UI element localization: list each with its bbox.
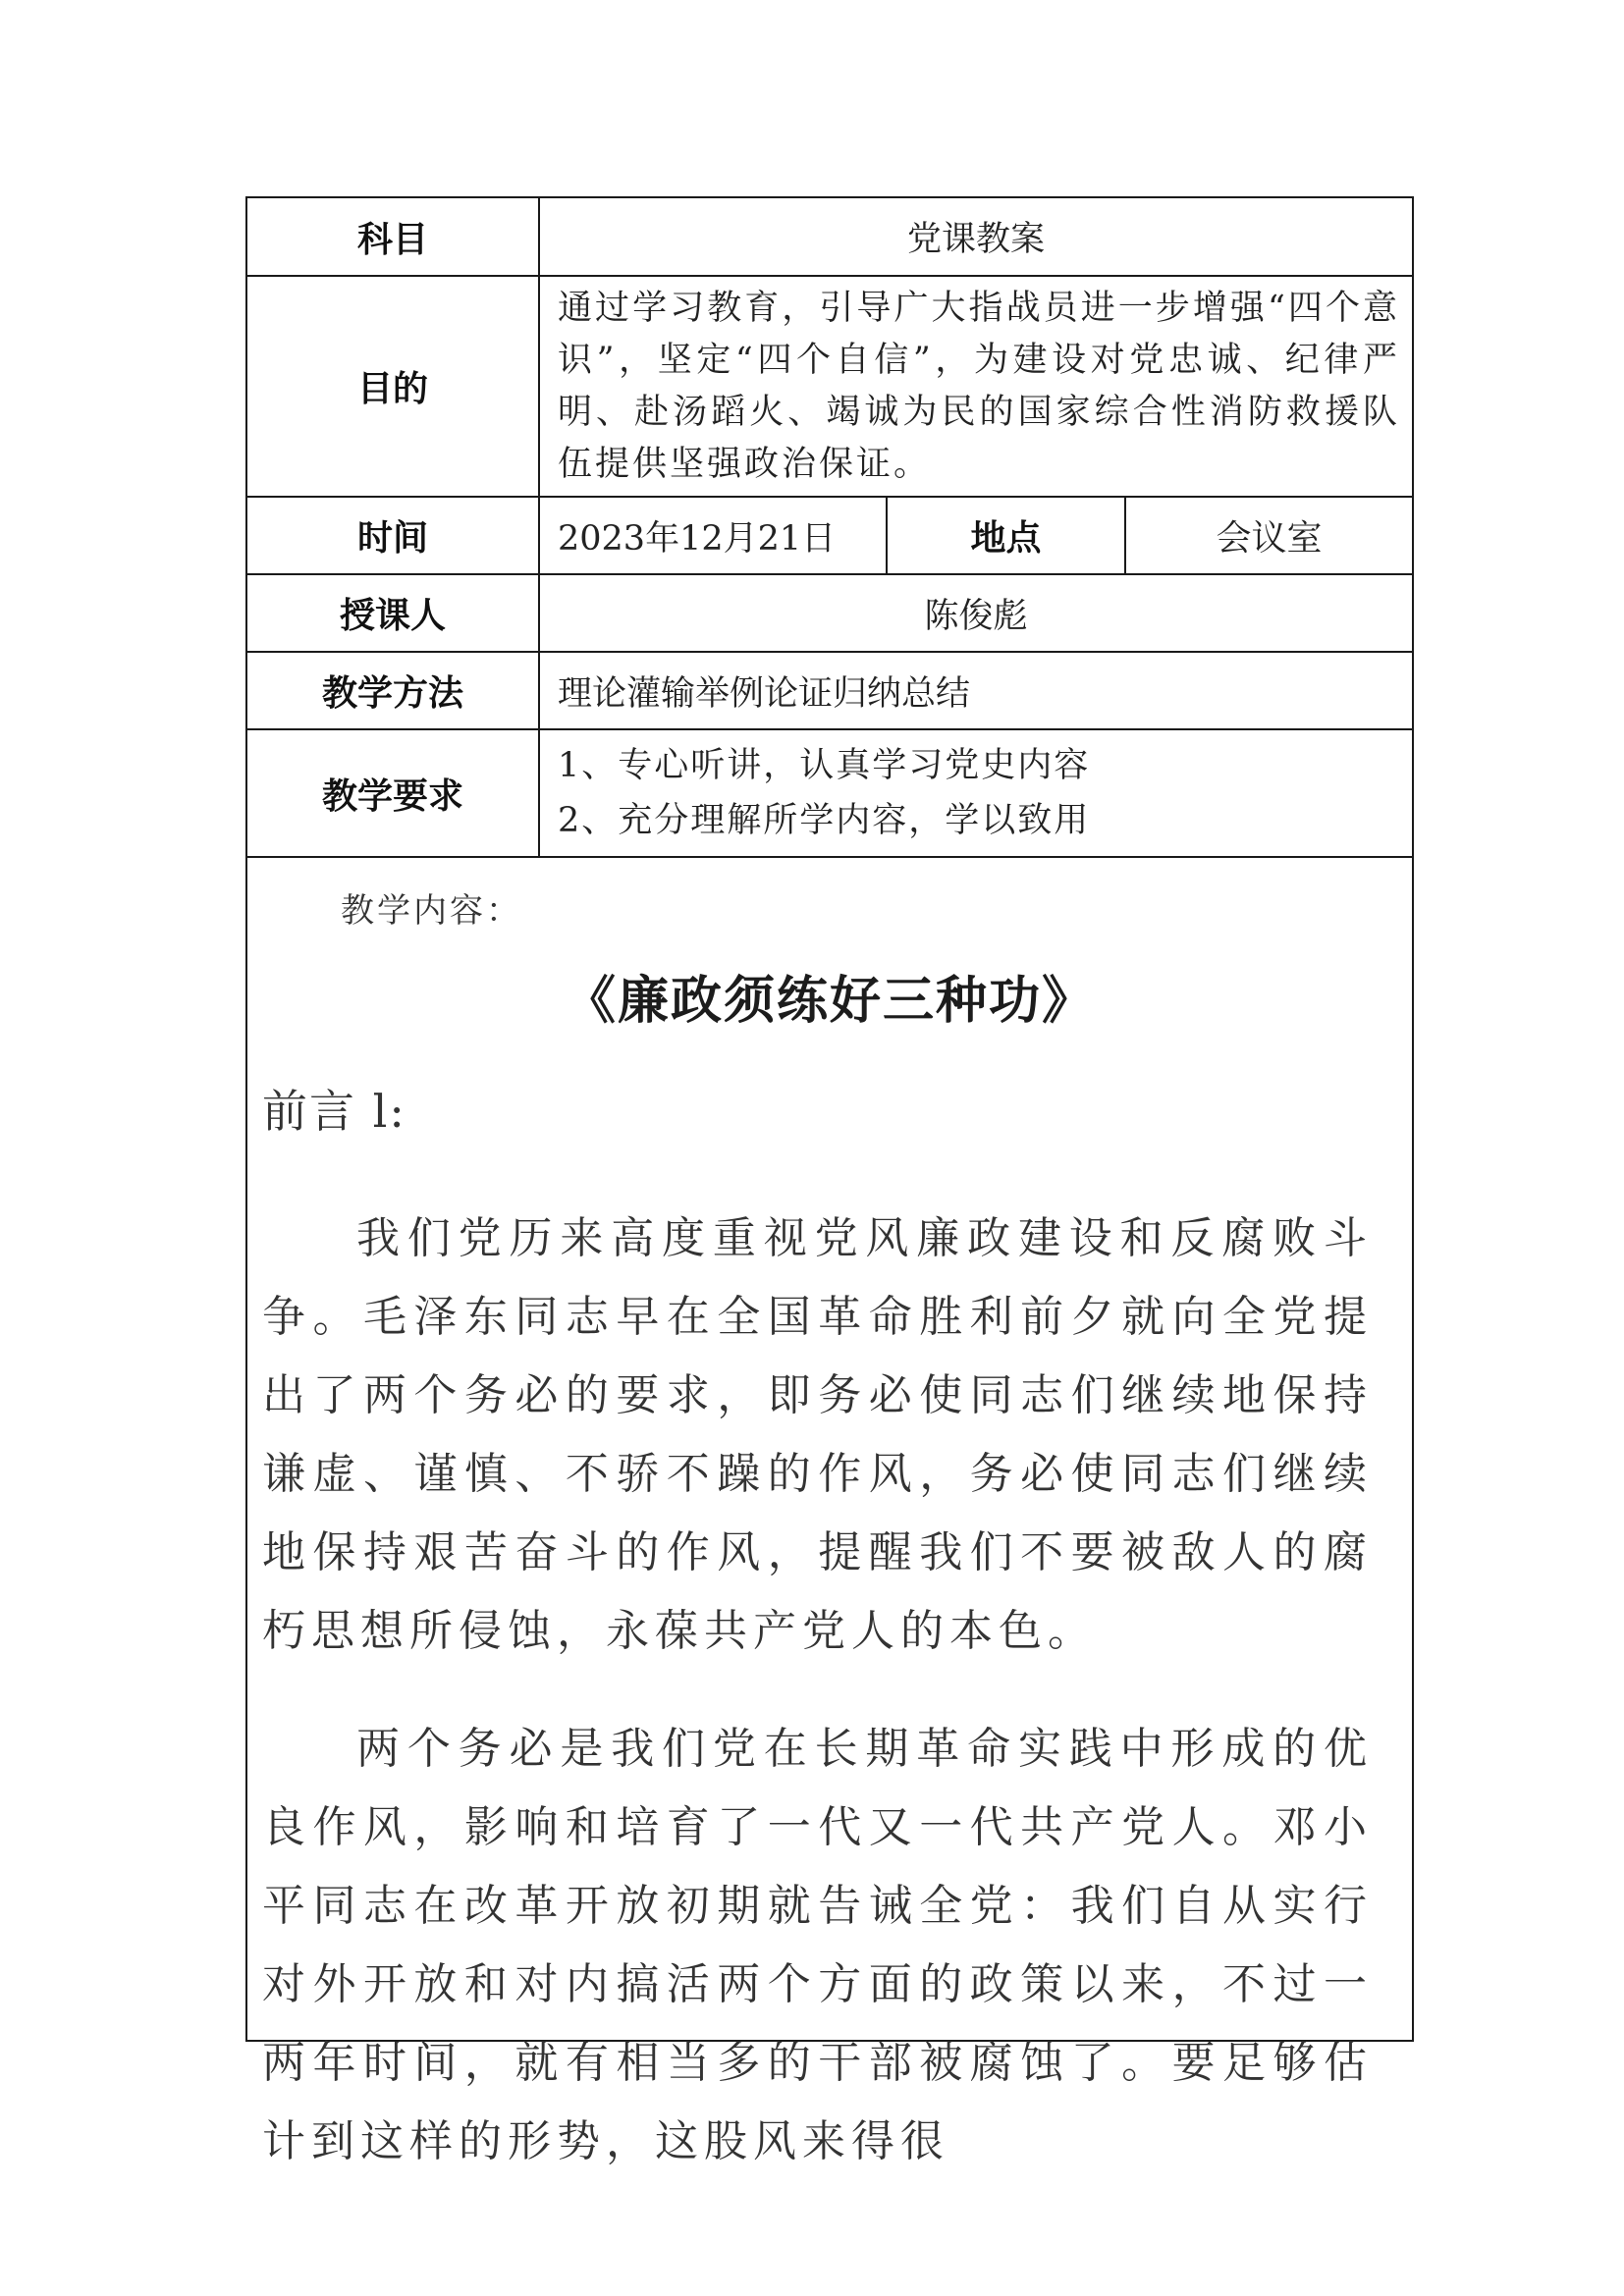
lesson-plan-sheet	[245, 196, 1414, 2166]
article-title: 《廉政须练好三种功》	[564, 971, 1095, 1031]
subject-row	[247, 198, 1412, 276]
time-label: 时间	[247, 497, 539, 574]
body-paragraph: 我们党历来高度重视党风廉政建设和反腐败斗争。毛泽东同志早在全国革命胜利前夕就向全党提出了两个务必的要求，即务必使同志们继续地保持谦虚、谨慎、不骄不躁的作风，务必使同志们继续地保持艰苦奋斗的作风，提醒我们不要被敌人的腐朽思想所侵蚀，永葆共产党人的本色。	[262, 1213, 1373, 1656]
lecturer-row	[247, 574, 1412, 652]
requirements-list	[539, 729, 1412, 857]
lecturer-label: 授课人	[247, 574, 539, 652]
place-label: 地点	[887, 497, 1125, 574]
method-row	[247, 652, 1412, 729]
method-label: 教学方法	[247, 652, 539, 729]
subject-value: 党课教案	[539, 198, 1412, 276]
lecturer-value: 陈俊彪	[539, 574, 1412, 652]
teaching-content-section	[247, 858, 1412, 2181]
subject-label: 科目	[247, 198, 539, 276]
purpose-label: 目的	[247, 276, 539, 497]
purpose-row	[247, 276, 1412, 497]
teaching-content-label: 教学内容：	[341, 891, 522, 931]
place-value: 会议室	[1125, 497, 1412, 574]
requirement-item: 1、专心听讲，认真学习党史内容	[558, 746, 1091, 785]
purpose-value: 通过学习教育，引导广大指战员进一步增强“四个意识”，坚定“四个自信”，为建设对党忠诚、纪律严明、赴汤蹈火、竭诚为民的国家综合性消防救援队伍提供坚强政治保证。	[539, 276, 1412, 497]
requirement-item: 2、充分理解所学内容，学以致用	[558, 801, 1091, 840]
requirements-label: 教学要求	[247, 729, 539, 857]
time-place-row	[247, 497, 1412, 574]
time-value: 2023年12月21日	[539, 497, 887, 574]
method-value: 理论灌输举例论证归纳总结	[539, 652, 1412, 729]
body-paragraph: 两个务必是我们党在长期革命实践中形成的优良作风，影响和培育了一代又一代共产党人。邓小平同志在改革开放初期就告诫全党：我们自从实行对外开放和对内搞活两个方面的政策以来，不过一两年时间，就有相当多的干部被腐蚀了。要足够估计到这样的形势，这股风来得很	[262, 1724, 1373, 2166]
lesson-info-table	[247, 198, 1412, 858]
requirements-row	[247, 729, 1412, 857]
preface-heading: 前言 l:	[262, 1085, 406, 1138]
